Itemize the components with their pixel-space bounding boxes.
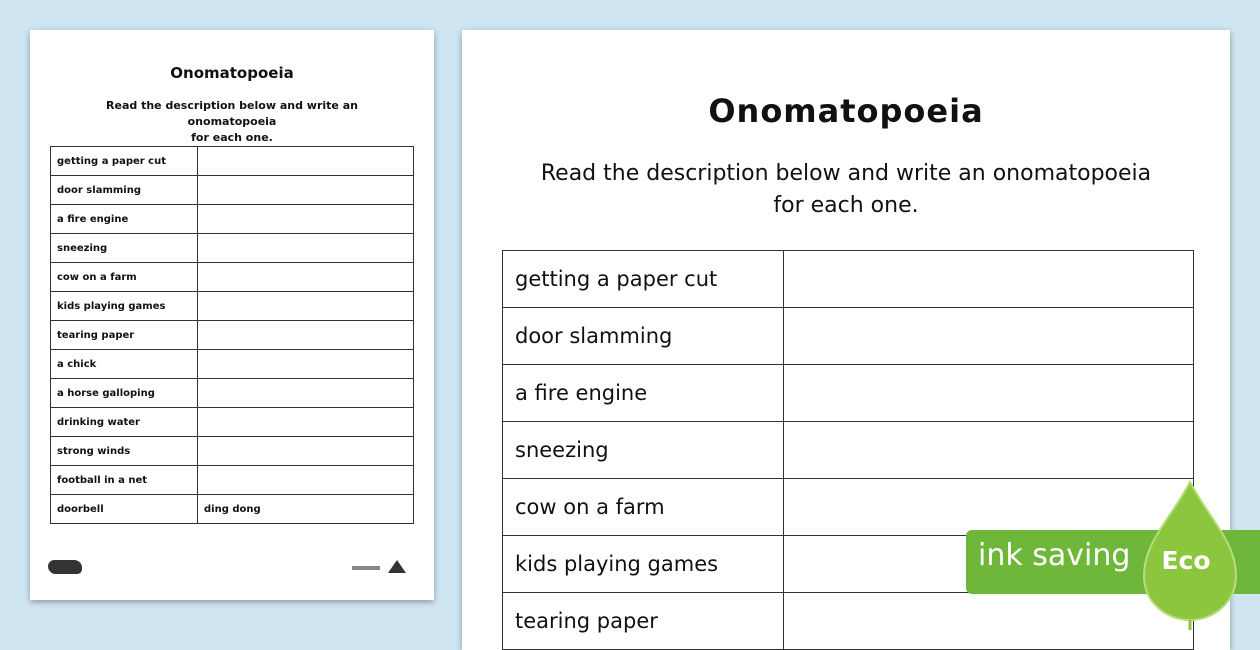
worksheet-row [51, 379, 414, 408]
worksheet-row [51, 205, 414, 234]
description-cell: cow on a farm [503, 479, 784, 536]
worksheet-row [51, 263, 414, 292]
worksheet-row [51, 176, 414, 205]
worksheet-row [51, 350, 414, 379]
worksheet-large-row [503, 365, 1194, 422]
description-cell: doorbell [51, 495, 198, 524]
answer-cell[interactable] [784, 308, 1194, 365]
description-cell: football in a net [51, 466, 198, 495]
description-cell: kids playing games [503, 536, 784, 593]
description-cell: tearing paper [503, 593, 784, 650]
description-cell: a fire engine [503, 365, 784, 422]
eco-label: Eco [1161, 546, 1211, 575]
worksheet-row [51, 495, 414, 524]
worksheet-large-row [503, 479, 1194, 536]
answer-cell[interactable] [198, 321, 414, 350]
worksheet-large-row [503, 422, 1194, 479]
worksheet-row [51, 466, 414, 495]
answer-cell[interactable] [784, 479, 1194, 536]
answer-cell[interactable] [784, 422, 1194, 479]
instruction-line-1: Read the description below and write an onomatopoeia [106, 99, 358, 128]
worksheet-row [51, 408, 414, 437]
instruction-line-2: for each one. [191, 131, 273, 144]
worksheet-large-row [503, 251, 1194, 308]
worksheet-title-large: Onomatopoeia [708, 92, 984, 130]
description-cell: drinking water [51, 408, 198, 437]
answer-cell[interactable]: ding dong [198, 495, 414, 524]
worksheet-row [51, 234, 414, 263]
answer-cell[interactable] [198, 437, 414, 466]
ink-saving-label: ink saving [978, 538, 1131, 573]
description-cell: door slamming [51, 176, 198, 205]
instruction-line-1-large: Read the description below and write an onomatopoeia [540, 161, 1152, 186]
description-cell: a horse galloping [51, 379, 198, 408]
answer-cell[interactable] [198, 205, 414, 234]
worksheet-large-row [503, 593, 1194, 650]
description-cell: cow on a farm [51, 263, 198, 292]
description-cell: getting a paper cut [503, 251, 784, 308]
description-cell: sneezing [503, 422, 784, 479]
description-cell: getting a paper cut [51, 147, 198, 176]
answer-cell[interactable] [198, 147, 414, 176]
worksheet-large-row [503, 308, 1194, 365]
description-cell: a chick [51, 350, 198, 379]
answer-cell[interactable] [198, 176, 414, 205]
worksheet-thumbnail [30, 30, 434, 600]
worksheet-instructions-large [522, 158, 1170, 222]
worksheet-instructions [60, 98, 404, 146]
answer-cell[interactable] [198, 408, 414, 437]
answer-cell[interactable] [784, 593, 1194, 650]
answer-cell[interactable] [198, 466, 414, 495]
answer-cell[interactable] [198, 263, 414, 292]
description-cell: sneezing [51, 234, 198, 263]
worksheet-table [50, 146, 414, 524]
worksheet-row [51, 437, 414, 466]
worksheet-row [51, 292, 414, 321]
description-cell: tearing paper [51, 321, 198, 350]
description-cell: a fire engine [51, 205, 198, 234]
footer-mark-icon [386, 557, 408, 575]
worksheet-row [51, 321, 414, 350]
description-cell: strong winds [51, 437, 198, 466]
answer-cell[interactable] [198, 292, 414, 321]
instruction-line-2-large: for each one. [773, 193, 919, 218]
twinkl-logo-icon [48, 560, 82, 574]
answer-cell[interactable] [784, 365, 1194, 422]
description-cell: door slamming [503, 308, 784, 365]
answer-cell[interactable] [198, 234, 414, 263]
answer-cell[interactable] [198, 379, 414, 408]
answer-cell[interactable] [784, 251, 1194, 308]
description-cell: kids playing games [51, 292, 198, 321]
answer-cell[interactable] [198, 350, 414, 379]
footer-url [352, 566, 380, 570]
worksheet-title: Onomatopoeia [170, 64, 294, 82]
worksheet-row [51, 147, 414, 176]
